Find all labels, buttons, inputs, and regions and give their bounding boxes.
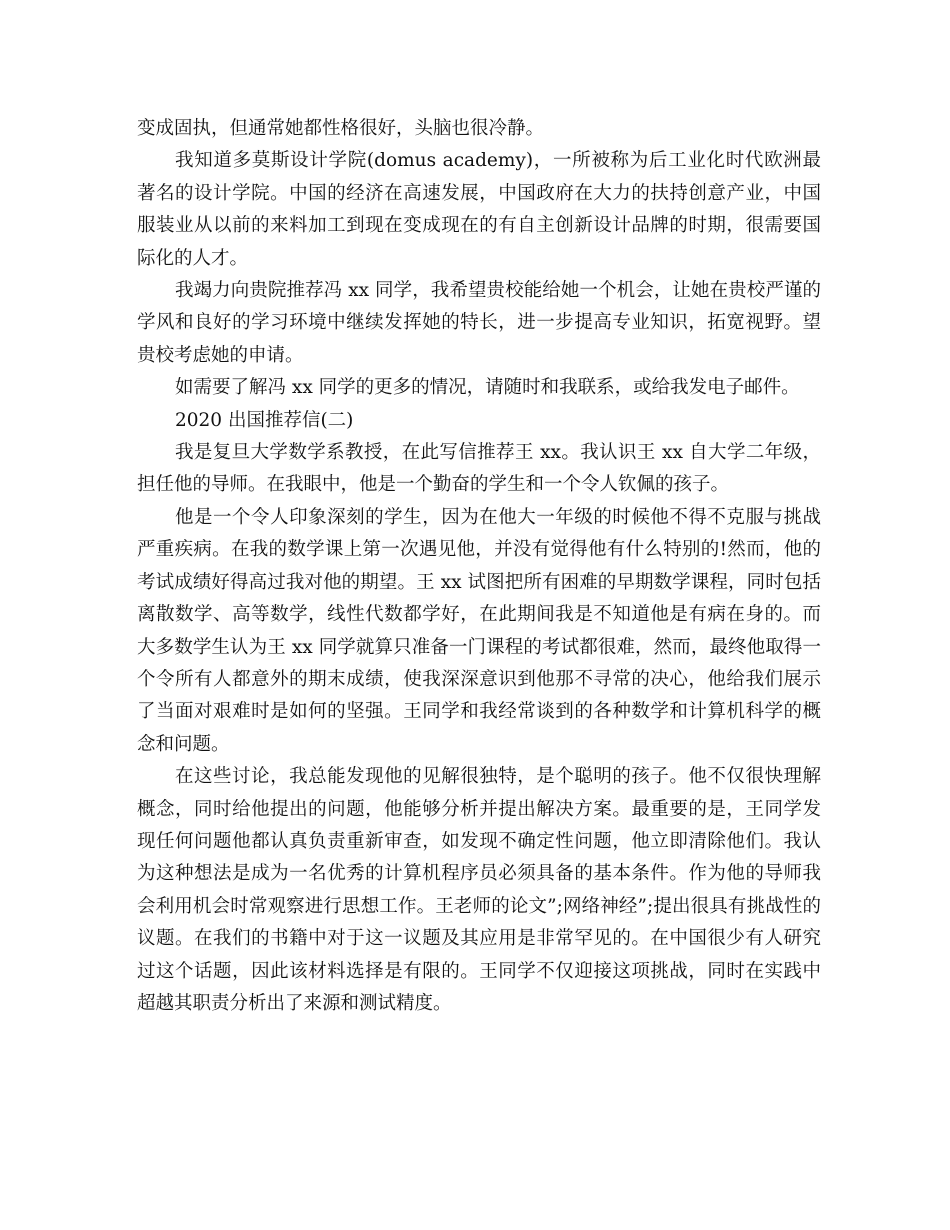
section-heading: 2020 出国推荐信(二): [175, 409, 354, 431]
paragraph-introduction: 我是复旦大学数学系教授，在此写信推荐王 xx。我认识王 xx 自大学二年级，担任他的导师。在我眼中，他是一个勤奋的学生和一个令人钦佩的孩子。: [137, 442, 821, 496]
paragraph-contact: 如需要了解冯 xx 同学的更多的情况，请随时和我联系，或给我发电子邮件。: [175, 377, 800, 399]
paragraph-continuation: 变成固执，但通常她都性格很好，头脑也很冷静。: [137, 118, 545, 139]
paragraph-recommendation: 我竭力向贵院推荐冯 xx 同学，我希望贵校能给她一个机会，让她在贵校严谨的学风和良好的学习环境中继续发挥她的特长，进一步提高专业知识，拓宽视野。望贵校考虑她的申请。: [137, 280, 821, 366]
document-body: [137, 113, 821, 1020]
paragraph-discussions: 在这些讨论，我总能发现他的见解很独特，是个聪明的孩子。他不仅很快理解概念，同时给他提出的问题，他能够分析并提出解决方案。最重要的是，王同学发现任何问题他都认真负责重新审查，如发现不确定性问题，他立即清除他们。我认为这种想法是成为一名优秀的计算机程序员必须具备的基本条件。作为他的导师我会利用机会时常观察进行思想工作。王老师的论文”;网络神经”;提出很具有挑战性的议题。在我们的书籍中对于这一议题及其应用是非常罕见的。在中国很少有人研究过这个话题，因此该材料选择是有限的。王同学不仅迎接这项挑战，同时在实践中超越其职责分析出了来源和测试精度。: [137, 766, 821, 1014]
paragraph-domus-academy: 我知道多莫斯设计学院(domus academy)，一所被称为后工业化时代欧洲最著名的设计学院。中国的经济在高速发展，中国政府在大力的扶持创意产业，中国服装业从以前的来料加工到现在变成现在的有自主创新设计品牌的时期，很需要国际化的人才。: [137, 150, 821, 269]
paragraph-student-impression: 他是一个令人印象深刻的学生，因为在他大一年级的时候他不得不克服与挑战严重疾病。在我的数学课上第一次遇见他，并没有觉得他有什么特别的!然而，他的考试成绩好得高过我对他的期望。王 xx 试图把所有困难的早期数学课程，同时包括离散数学、高等数学，线性代数都学好，在此期间我是不知道他是有病在身的。而大多数学生认为王 xx 同学就算只准备一门课程的考试都很难，然而，最终他取得一个令所有人都意外的期末成绩，使我深深意识到他那不寻常的决心，他给我们展示了当面对艰难时是如何的坚强。王同学和我经常谈到的各种数学和计算机科学的概念和问题。: [137, 506, 821, 755]
